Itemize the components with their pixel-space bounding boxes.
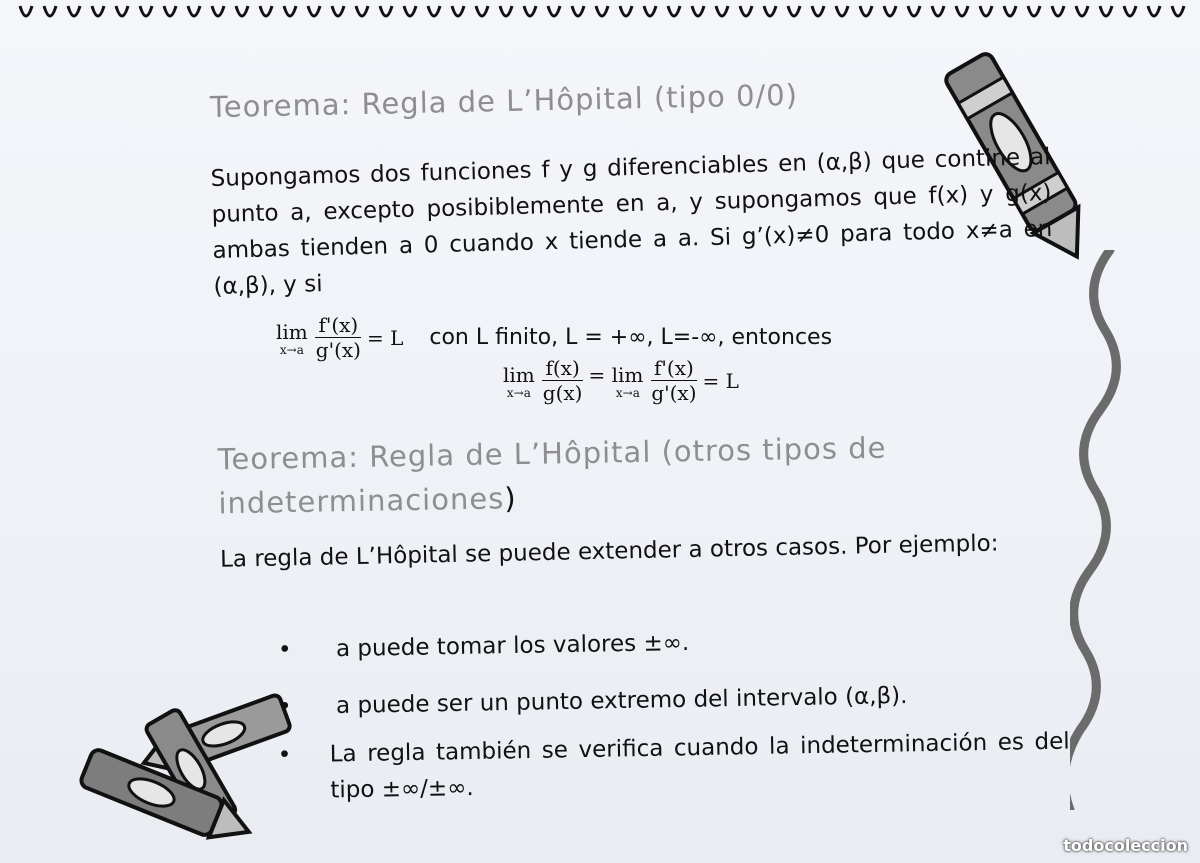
theorem1-title: Teorema: Regla de L’Hôpital (tipo 0/0) (209, 77, 799, 125)
bullet-icon: • (277, 693, 292, 720)
fraction-numerator: f(x) (542, 356, 582, 381)
lim-text: lim (276, 319, 308, 344)
crayons-bottom-left-icon (60, 680, 300, 850)
fraction-denominator: g'(x) (315, 338, 361, 362)
theorem2-title-paren: ) (503, 481, 517, 516)
lim-subscript: x→a (615, 385, 640, 400)
list-item (277, 724, 1070, 809)
formula-rhs: = L (702, 368, 739, 393)
limit-operator (276, 320, 308, 356)
fraction (648, 356, 699, 405)
theorem2-title (217, 423, 1058, 526)
theorem1-statement: Supongamos dos funciones f y g diferenciables en (α,β) que contine al punto a, excepto posibiblemente en a, y supongamos que f(x) y g(x) ambas tienden a 0 cuando x tiende a a. Si g’(x)≠0 para todo x≠a en (α,β), y si (210, 144, 1053, 300)
wavy-page-edge (1070, 250, 1130, 810)
formula-lhopital-conclusion (503, 356, 739, 405)
lim-text: lim (503, 362, 535, 387)
bullet-icon: • (277, 742, 292, 769)
list-item (277, 625, 690, 667)
bullet-icon: • (277, 636, 292, 664)
lim-subscript: x→a (506, 385, 531, 400)
list-item-text: a puede tomar los valores ±∞. (335, 629, 690, 663)
fraction (313, 313, 364, 362)
equals-lim-text: = lim (588, 362, 644, 387)
list-item-text: La regla también se verifica cuando la indeterminación es del tipo ±∞/±∞. (329, 728, 1070, 804)
theorem2-intro: La regla de L’Hôpital se puede extender a otros casos. Por ejemplo: (219, 530, 999, 573)
fraction (540, 356, 586, 405)
fraction-denominator: g(x) (542, 381, 583, 405)
limit-operator (503, 363, 535, 399)
list-item-text: a puede ser un punto extremo del intervalo (α,β). (335, 683, 908, 719)
list-item (277, 678, 908, 724)
lim-subscript: x→a (279, 342, 304, 357)
fraction-numerator: f'(x) (315, 313, 361, 338)
fraction-numerator: f'(x) (651, 356, 697, 381)
formula-condition-text: con L finito, L = +∞, L=-∞, entonces (429, 325, 833, 350)
watermark: todocoleccion (1063, 836, 1188, 855)
limit-operator-2 (588, 363, 643, 399)
theorem2-title-text: Teorema: Regla de L’Hôpital (otros tipos de indeterminaciones (217, 430, 887, 521)
fraction-denominator: g'(x) (651, 381, 697, 405)
formula-rhs: = L (366, 325, 404, 350)
spiral-binding (0, 0, 1200, 40)
formula-limit-derivatives (276, 313, 832, 362)
